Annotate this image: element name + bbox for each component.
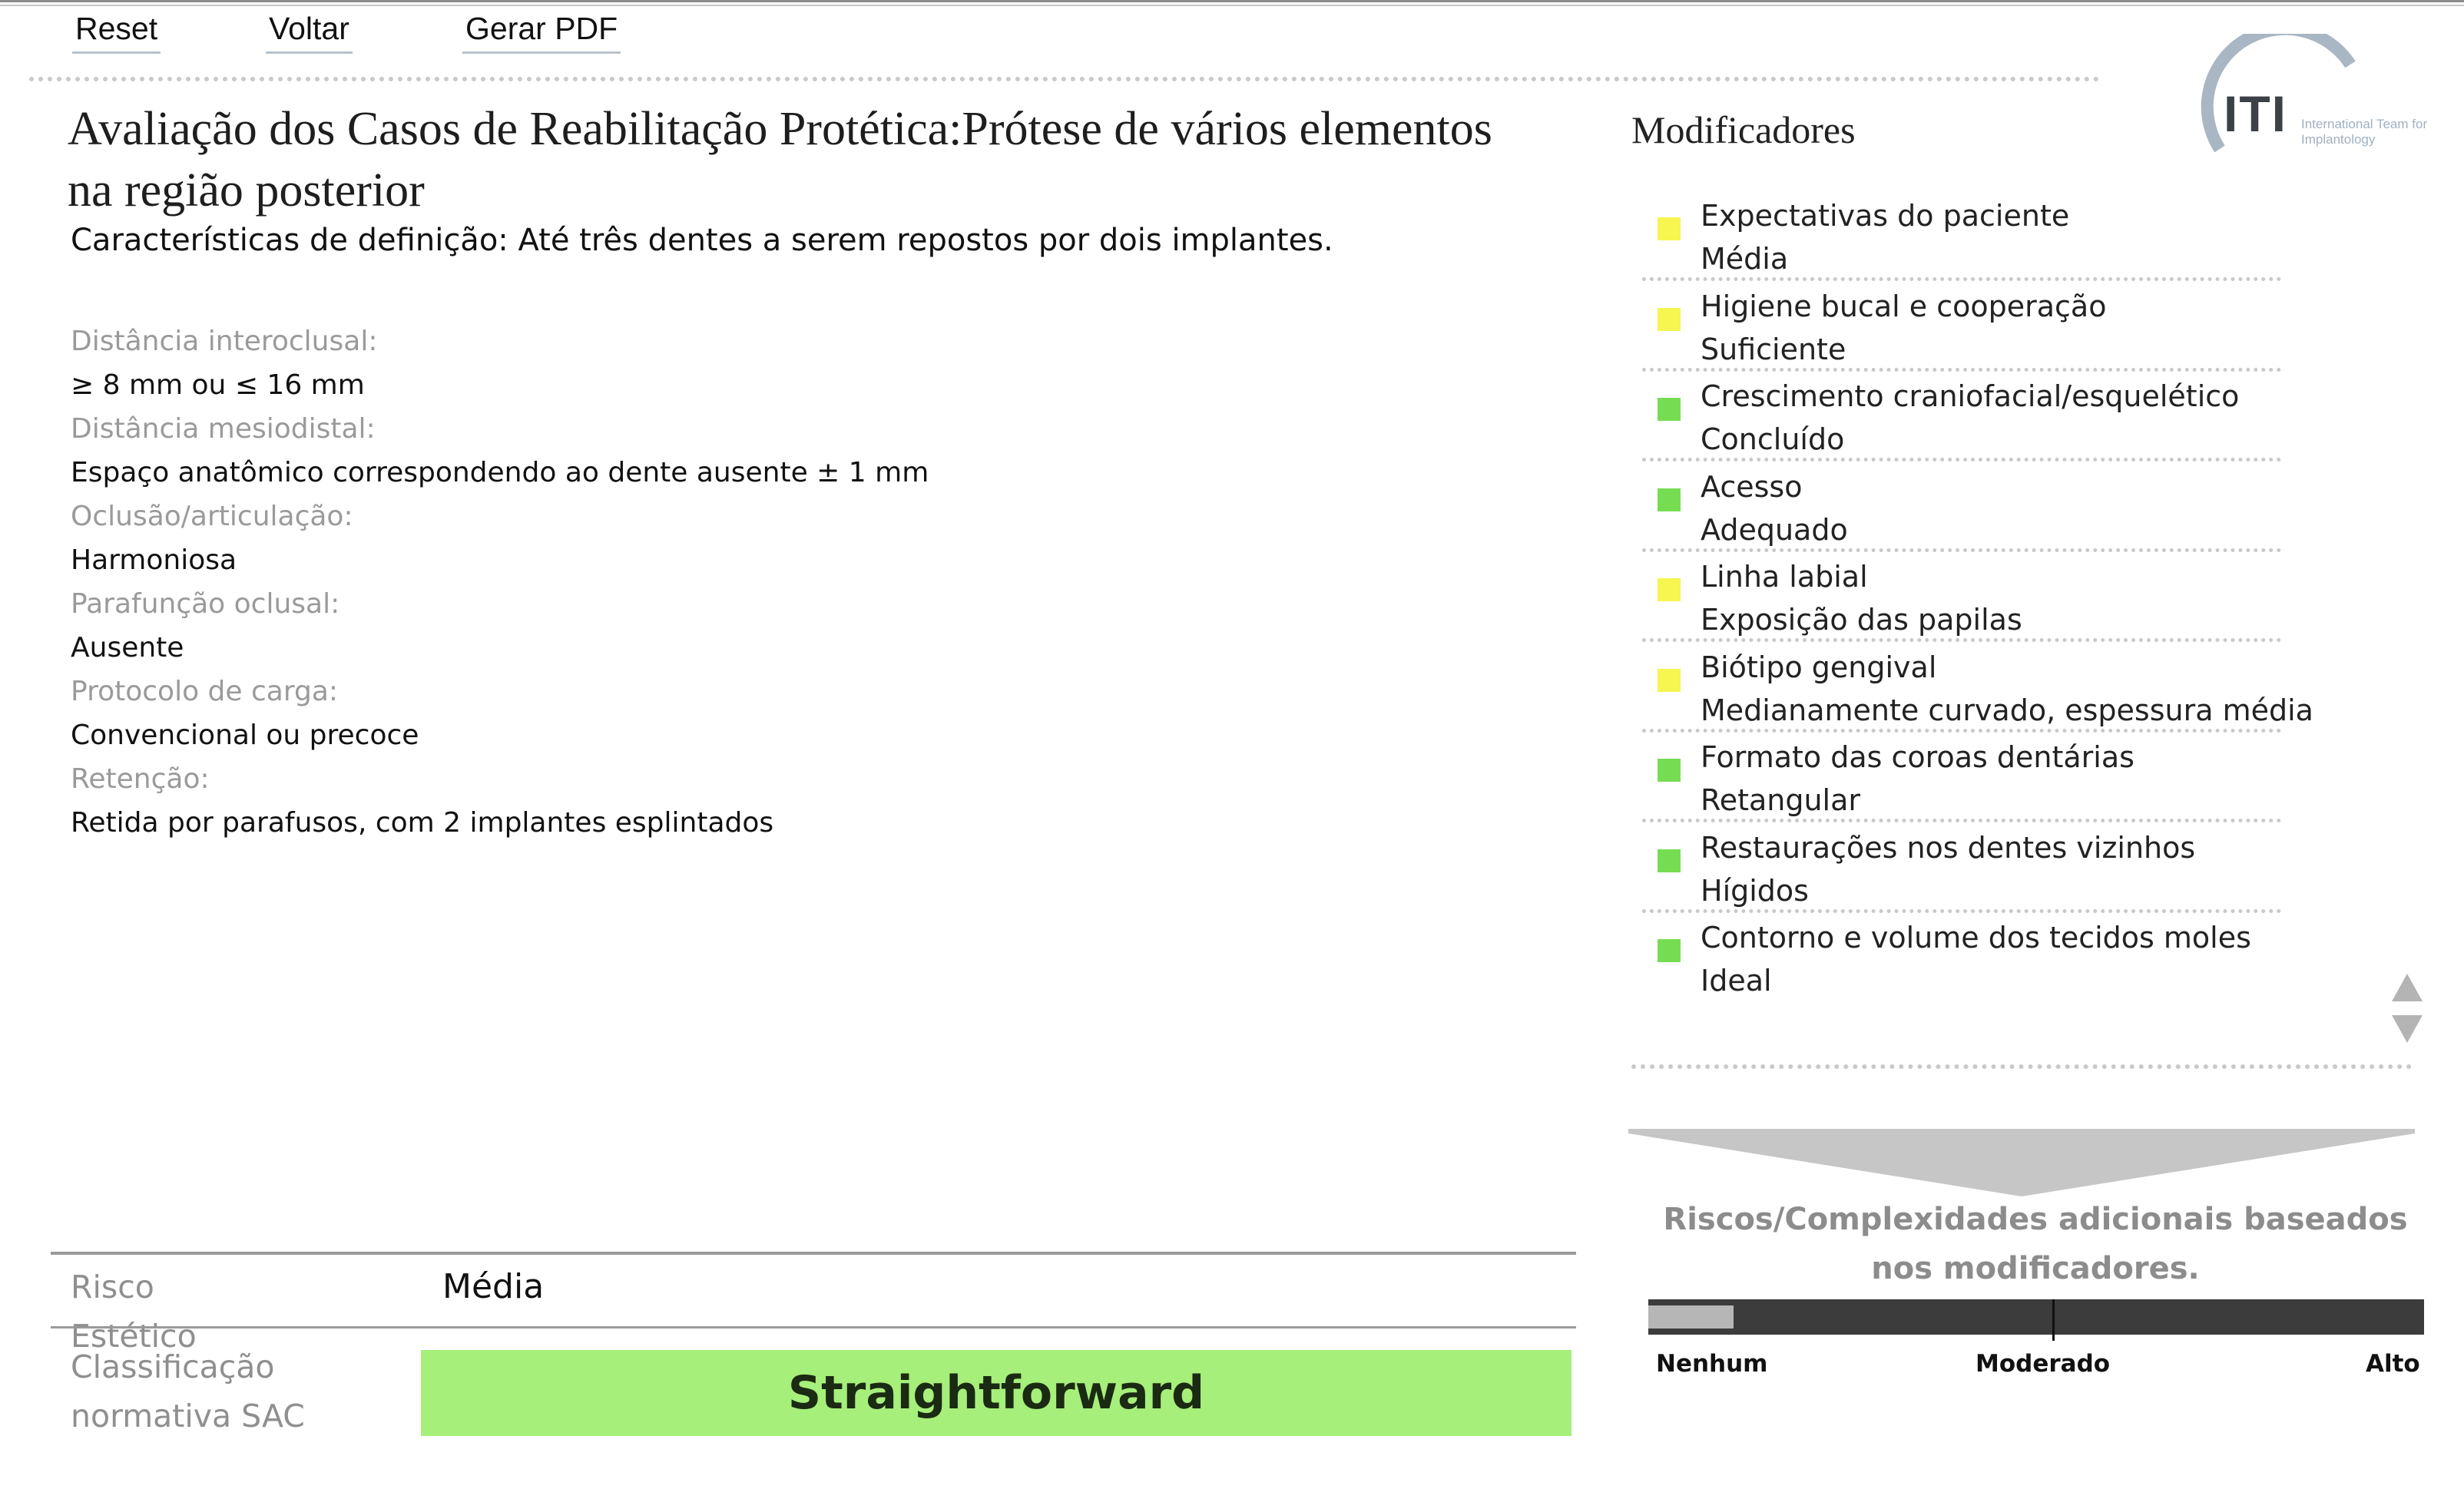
page-title: Avaliação dos Casos de Reabilitação Protética:Prótese de vários elementos na região posterior xyxy=(68,103,1492,217)
logo-subtitle: International Team for Implantology xyxy=(2301,117,2428,147)
modifier-value: Retangular xyxy=(1701,783,1861,817)
risk-meter-fill xyxy=(1648,1305,1734,1329)
prop-value-interocclusal: ≥ 8 mm ou ≤ 16 mm xyxy=(71,369,365,401)
modifier-item xyxy=(1639,736,2464,826)
risk-label-aesthetic: Estético xyxy=(71,1318,197,1355)
defining-characteristics: Características de definição: Até três dentes a serem repostos por dois implantes. xyxy=(71,223,1333,258)
classification-badge: Straightforward xyxy=(421,1350,1571,1436)
modifier-item xyxy=(1639,916,2464,1007)
status-square-icon xyxy=(1658,939,1681,962)
modifier-item xyxy=(1639,555,2464,646)
modifier-value: Hígidos xyxy=(1701,873,1809,908)
classification-label: Classificação normativa SAC xyxy=(71,1348,305,1434)
reset-button[interactable]: Reset xyxy=(72,11,161,54)
prop-value-occlusion: Harmoniosa xyxy=(71,544,237,576)
modifiers-title: Modificadores xyxy=(1631,108,1856,151)
risk-meter xyxy=(1648,1299,2424,1335)
modifier-value: Exposição das papilas xyxy=(1701,603,2022,637)
modifier-name: Linha labial xyxy=(1701,560,1868,594)
status-square-icon xyxy=(1658,398,1681,421)
modifier-item xyxy=(1639,375,2464,465)
scroll-down-icon[interactable] xyxy=(2392,1015,2423,1043)
prop-label-loading: Protocolo de carga: xyxy=(71,676,339,707)
generate-pdf-button[interactable]: Gerar PDF xyxy=(462,11,621,54)
prop-label-occlusion: Oclusão/articulação: xyxy=(71,501,353,532)
modifier-name: Expectativas do paciente xyxy=(1701,199,2070,233)
modifier-name: Higiene bucal e cooperação xyxy=(1701,289,2107,323)
prop-value-parafunction: Ausente xyxy=(71,632,184,663)
scroll-up-icon[interactable] xyxy=(2392,974,2423,1001)
meter-label-none: Nenhum xyxy=(1656,1350,1768,1378)
status-square-icon xyxy=(1658,488,1681,511)
prop-label-parafunction: Parafunção oclusal: xyxy=(71,588,340,620)
divider xyxy=(51,1252,1576,1255)
modifier-value: Medianamente curvado, espessura média xyxy=(1701,693,2313,727)
divider xyxy=(51,1326,1576,1329)
risk-label: Risco xyxy=(71,1269,154,1305)
divider xyxy=(1642,638,2281,642)
modifier-value: Ideal xyxy=(1701,964,1772,998)
status-square-icon xyxy=(1658,308,1681,331)
additional-risks-title: Riscos/Complexidades adicionais baseados nos modificadores. xyxy=(1663,1202,2408,1286)
modifier-item xyxy=(1639,646,2464,736)
divider xyxy=(29,77,2100,81)
modifier-value: Suficiente xyxy=(1701,332,1846,366)
property-list xyxy=(71,319,929,845)
status-square-icon xyxy=(1658,578,1681,601)
prop-label-retention: Retenção: xyxy=(71,763,210,795)
risk-value: Média xyxy=(442,1267,545,1306)
divider xyxy=(1642,458,2281,462)
meter-label-moderate: Moderado xyxy=(1976,1350,2111,1378)
divider xyxy=(1642,368,2281,372)
status-square-icon xyxy=(1658,217,1681,240)
prop-label-interocclusal: Distância interoclusal: xyxy=(71,326,378,357)
modifier-name: Formato das coroas dentárias xyxy=(1701,740,2134,774)
modifier-name: Contorno e volume dos tecidos moles xyxy=(1701,921,2251,955)
divider xyxy=(1642,277,2281,281)
top-border xyxy=(0,0,2464,6)
divider xyxy=(1642,819,2281,822)
modifier-name: Crescimento craniofacial/esquelético xyxy=(1701,379,2240,413)
modifier-item xyxy=(1639,465,2464,556)
back-button[interactable]: Voltar xyxy=(266,11,353,54)
divider xyxy=(1642,909,2281,913)
prop-value-mesiodistal: Espaço anatômico correspondendo ao dente ausente ± 1 mm xyxy=(71,457,929,488)
modifier-value: Média xyxy=(1701,242,1789,276)
modifier-item xyxy=(1639,285,2464,376)
modifier-name: Restaurações nos dentes vizinhos xyxy=(1701,830,2196,865)
divider xyxy=(1642,548,2281,552)
prop-value-loading: Convencional ou precoce xyxy=(71,720,419,751)
status-square-icon xyxy=(1658,849,1681,872)
modifier-item xyxy=(1639,194,2464,285)
modifier-name: Acesso xyxy=(1701,469,1803,504)
divider xyxy=(1631,1064,2412,1069)
status-square-icon xyxy=(1658,759,1681,782)
meter-label-high: Alto xyxy=(2366,1350,2420,1378)
logo-text: ITI xyxy=(2224,85,2287,142)
divider xyxy=(1642,729,2281,733)
modifiers-list xyxy=(1639,194,2464,1007)
modifier-value: Adequado xyxy=(1701,512,1848,547)
status-square-icon xyxy=(1658,669,1681,692)
modifier-value: Concluído xyxy=(1701,422,1845,456)
modifier-name: Biótipo gengival xyxy=(1701,650,1937,684)
funnel-arrow-icon xyxy=(1628,1129,2415,1196)
prop-value-retention: Retida por parafusos, com 2 implantes esplintados xyxy=(71,807,774,839)
modifier-item xyxy=(1639,826,2464,917)
risk-meter-midpoint xyxy=(2052,1299,2055,1341)
prop-label-mesiodistal: Distância mesiodistal: xyxy=(71,413,376,445)
